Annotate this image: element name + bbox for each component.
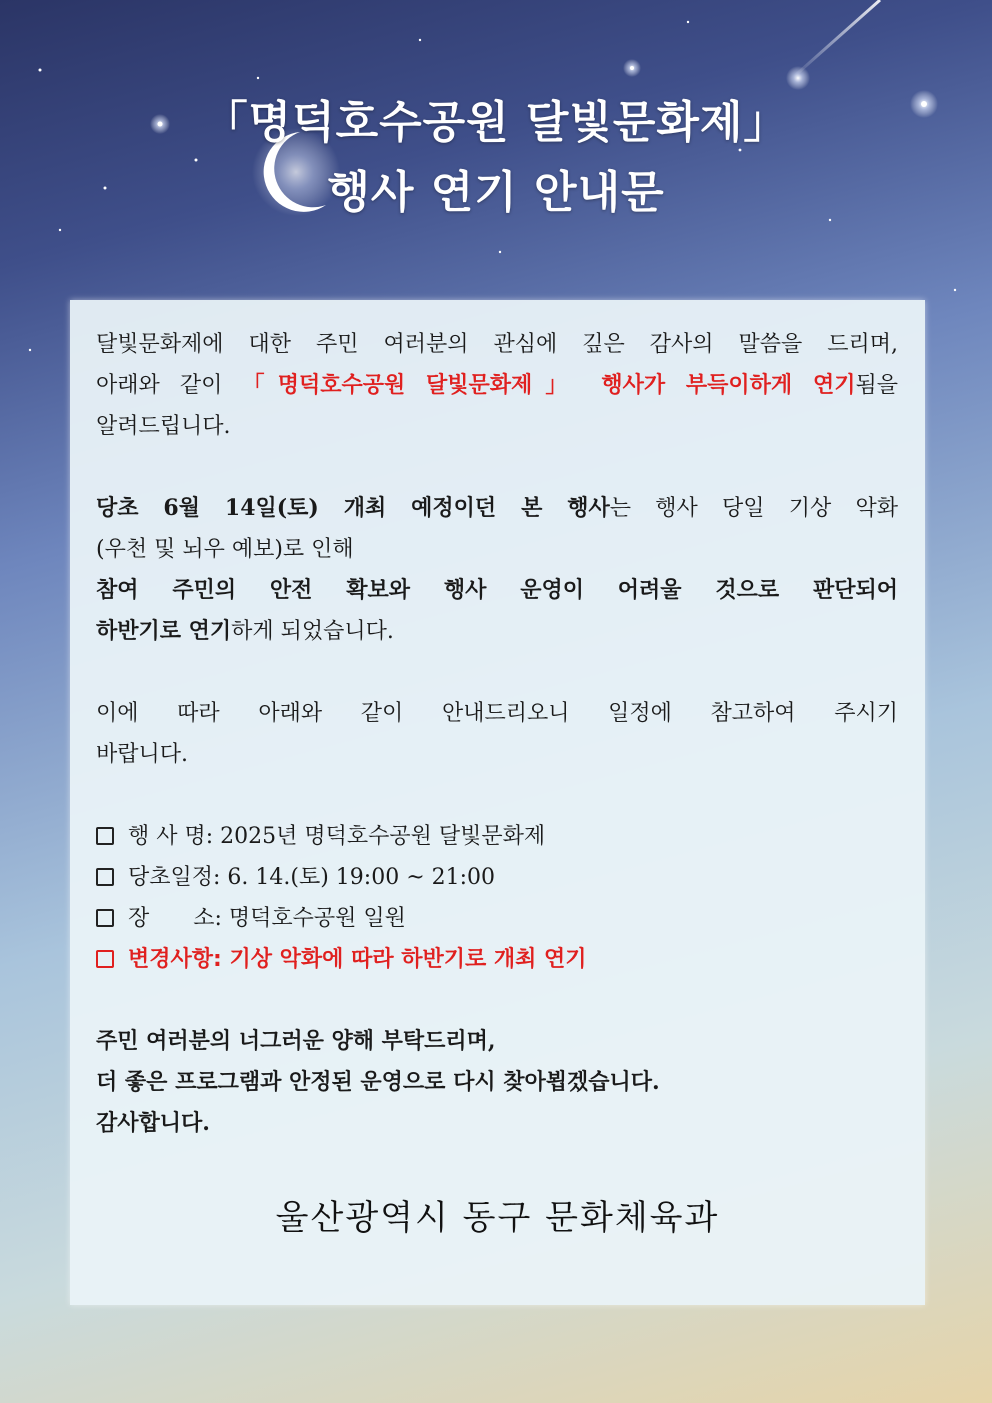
detail-value: 2025년 명덕호수공원 달빛문화제 [220,824,546,849]
detail-change [96,939,898,980]
paragraph-2-line-2: (우천 및 뇌우 예보)로 인해 [96,537,354,562]
original-event-text: 당초 6월 14일(토) 개최 예정이던 본 행사 [96,495,610,521]
detail-label: 장 소: [128,906,222,931]
title-line-1: 「명덕호수공원 달빛문화제」 [203,97,789,148]
checkbox-icon [96,827,114,845]
paragraph-1-line-1: 달빛문화제에 대한 주민 여러분의 관심에 깊은 감사의 말씀을 드리며, [96,332,898,357]
title-line-2: 행사 연기 안내문 [327,167,665,218]
checkbox-icon [96,950,114,968]
detail-label: 당초일정: [128,865,221,890]
detail-location [96,898,898,939]
closing-text: 주민 여러분의 너그러운 양해 부탁드리며, [96,1028,496,1054]
paragraph-1-line-3: 알려드립니다. [96,414,231,439]
detail-label: 변경사항: [128,947,222,972]
detail-value: 기상 악화에 따라 하반기로 개최 연기 [229,947,587,972]
detail-value: 6. 14.(토) 19:00 ~ 21:00 [227,865,496,890]
signature: 울산광역시 동구 문화체육과 [275,1198,720,1238]
closing-text: 감사합니다. [96,1110,210,1136]
postponed-to-text: 하반기로 연기 [96,618,232,644]
paragraph-3-line-2: 바랍니다. [96,742,189,767]
text: 는 행사 당일 기상 악화 [609,496,898,521]
checkbox-icon [96,868,114,886]
detail-label: 행 사 명: [128,824,214,849]
checkbox-icon [96,909,114,927]
safety-reason-text: 참여 주민의 안전 확보와 행사 운영이 어려울 것으로 판단되어 [96,577,898,603]
detail-event-name [96,816,898,857]
paragraph-2-line-3 [96,570,898,611]
paragraph-2-line-4 [96,611,898,652]
text: 아래와 같이 [96,373,243,398]
closing-line-3 [96,1103,898,1144]
text: 됨을 [855,373,899,398]
paragraph-2-line-1 [96,488,898,529]
detail-value: 명덕호수공원 일원 [228,906,406,931]
notice-body [96,324,898,1144]
text: 하게 되었습니다. [231,619,394,644]
notice-panel [70,300,925,1305]
postponement-highlight: 「명덕호수공원 달빛문화제」 행사가 부득이하게 연기 [242,373,856,398]
closing-text: 더 좋은 프로그램과 안정된 운영으로 다시 찾아뵙겠습니다. [96,1069,660,1095]
closing-line-1 [96,1021,898,1062]
paragraph-1-line-2 [96,365,898,406]
shooting-star-icon [786,0,880,90]
paragraph-3-line-1: 이에 따라 아래와 같이 안내드리오니 일정에 참고하여 주시기 [96,701,898,726]
closing-line-2 [96,1062,898,1103]
detail-original-schedule [96,857,898,898]
